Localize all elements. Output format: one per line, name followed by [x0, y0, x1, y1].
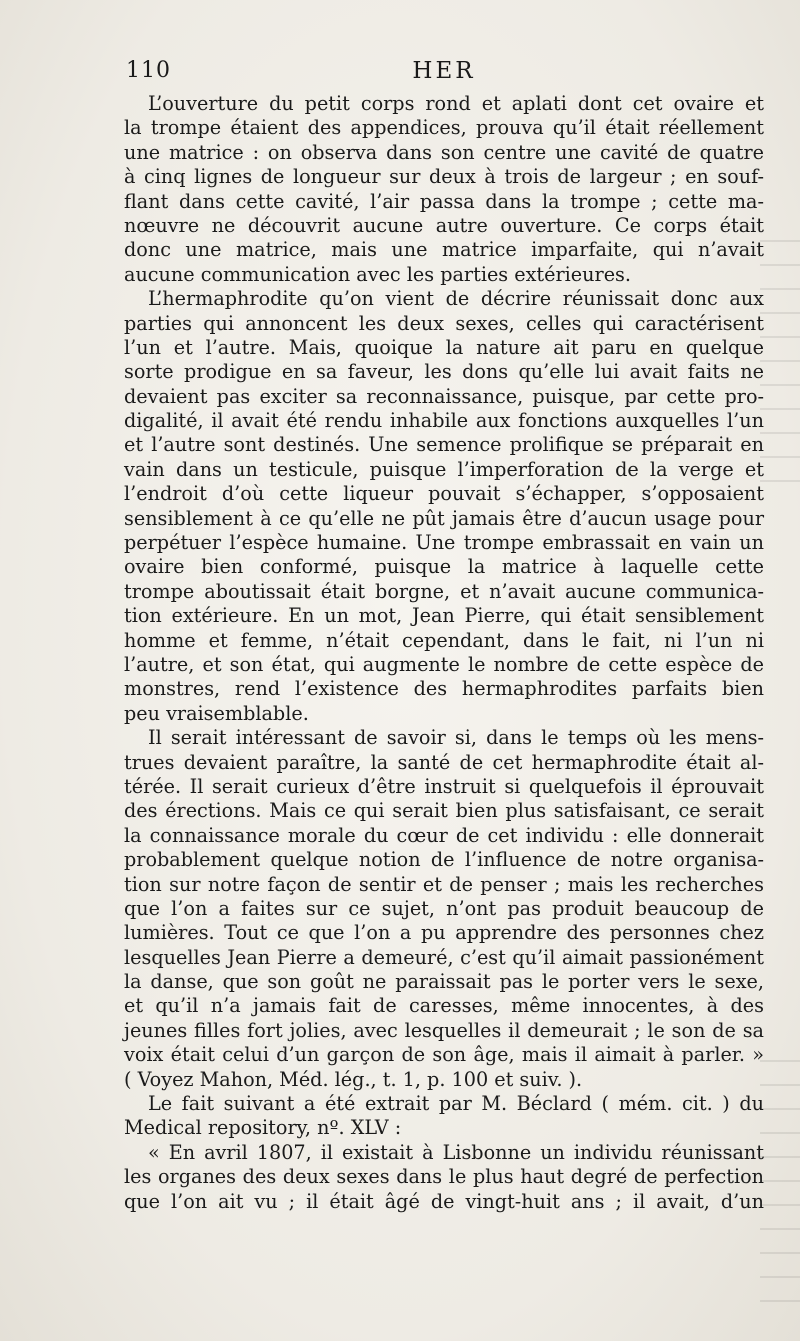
text-line: L’hermaphrodite qu’on vient de décrire réunissait donc aux [148, 287, 764, 311]
text-line: que l’on ait vu ; il était âgé de vingt-huit ans ; il avait, d’un [124, 1189, 764, 1213]
text-line: l’un et l’autre. Mais, quoique la nature ait paru en quelque [124, 335, 764, 359]
text-line: tion extérieure. En un mot, Jean Pierre, qui était sensiblement [124, 604, 764, 628]
text-line: L’ouverture du petit corps rond et aplati dont cet ovaire et [148, 92, 764, 115]
text-line: lesquelles Jean Pierre a demeuré, c’est qu’il aimait passionément [124, 945, 764, 969]
text-line: devaient pas exciter sa reconnaissance, puisque, par cette pro- [124, 384, 764, 408]
text-line: jeunes filles fort jolies, avec lesquelles il demeurait ; le son de sa [124, 1018, 764, 1042]
text-line: l’endroit d’où cette liqueur pouvait s’échapper, s’opposaient [124, 482, 764, 506]
text-line: vain dans un testicule, puisque l’imperforation de la verge et [124, 457, 764, 481]
text-line: trues devaient paraître, la santé de cet hermaphrodite était al- [124, 750, 764, 774]
text-line: térée. Il serait curieux d’être instruit si quelquefois il éprouvait [124, 774, 764, 798]
text-line: et l’autre sont destinés. Une semence prolifique se préparait en [124, 433, 764, 457]
page-header [126, 58, 762, 88]
text-line: aucune communication avec les parties extérieures. [124, 262, 631, 286]
running-head: HER [412, 58, 476, 84]
text-line: la connaissance morale du cœur de cet individu : elle donnerait [124, 823, 764, 847]
text-line: donc une matrice, mais une matrice imparfaite, qui n’avait [124, 238, 764, 262]
text-line: sorte prodigue en sa faveur, les dons qu’elle lui avait faits ne [124, 360, 764, 384]
text-line: une matrice : on observa dans son centre une cavité de quatre [124, 140, 764, 164]
text-line: probablement quelque notion de l’influence de notre organisa- [124, 848, 764, 872]
bleed-through-texture [760, 240, 800, 500]
text-line: la danse, que son goût ne paraissait pas le porter vers le sexe, [124, 970, 764, 994]
text-line: et qu’il n’a jamais fait de caresses, même innocentes, à des [124, 994, 764, 1018]
text-line: des érections. Mais ce qui serait bien plus satisfaisant, ce serait [124, 799, 764, 823]
text-line: ovaire bien conformé, puisque la matrice à laquelle cette [124, 555, 764, 579]
text-line: monstres, rend l’existence des hermaphrodites parfaits bien [124, 677, 764, 701]
body-text [124, 92, 764, 1214]
text-line: à cinq lignes de longueur sur deux à trois de largeur ; en souf- [124, 165, 764, 189]
text-line: ( Voyez Mahon, Méd. lég., t. 1, p. 100 et suiv. ). [124, 1067, 583, 1091]
text-line: trompe aboutissait était borgne, et n’avait aucune communica- [124, 579, 764, 603]
text-line: tion sur notre façon de sentir et de penser ; mais les recherches [124, 872, 764, 896]
text-line: voix était celui d’un garçon de son âge, mais il aimait à parler. » [124, 1043, 764, 1067]
text-line: la trompe étaient des appendices, prouva qu’il était réellement [124, 116, 764, 140]
text-line: perpétuer l’espèce humaine. Une trompe embrassait en vain un [124, 531, 764, 555]
text-line: que l’on a faites sur ce sujet, n’ont pas produit beaucoup de [124, 896, 764, 920]
text-line: « En avril 1807, il existait à Lisbonne un individu réunissant [148, 1140, 764, 1164]
text-line: lumières. Tout ce que l’on a pu apprendre des personnes chez [124, 921, 764, 945]
text-line: Medical repository, nº. XLV : [124, 1116, 402, 1140]
text-line: nœuvre ne découvrit aucune autre ouverture. Ce corps était [124, 213, 764, 237]
text-line: homme et femme, n’était cependant, dans le fait, ni l’un ni [124, 628, 764, 652]
text-line: sensiblement à ce qu’elle ne pût jamais être d’aucun usage pour [124, 506, 764, 530]
text-line: Le fait suivant a été extrait par M. Béclard ( mém. cit. ) du [148, 1092, 764, 1116]
text-line: peu vraisemblable. [124, 701, 309, 725]
text-line: les organes des deux sexes dans le plus haut degré de perfection [124, 1165, 764, 1189]
bleed-through-texture [760, 1060, 800, 1320]
text-line: flant dans cette cavité, l’air passa dans la trompe ; cette ma- [124, 189, 764, 213]
text-line: Il serait intéressant de savoir si, dans le temps où les mens- [148, 726, 764, 750]
text-line: parties qui annoncent les deux sexes, celles qui caractérisent [124, 311, 764, 335]
page-number: 110 [126, 58, 171, 83]
text-line: l’autre, et son état, qui augmente le nombre de cette espèce de [124, 652, 764, 676]
text-line: digalité, il avait été rendu inhabile aux fonctions auxquelles l’un [124, 409, 764, 433]
